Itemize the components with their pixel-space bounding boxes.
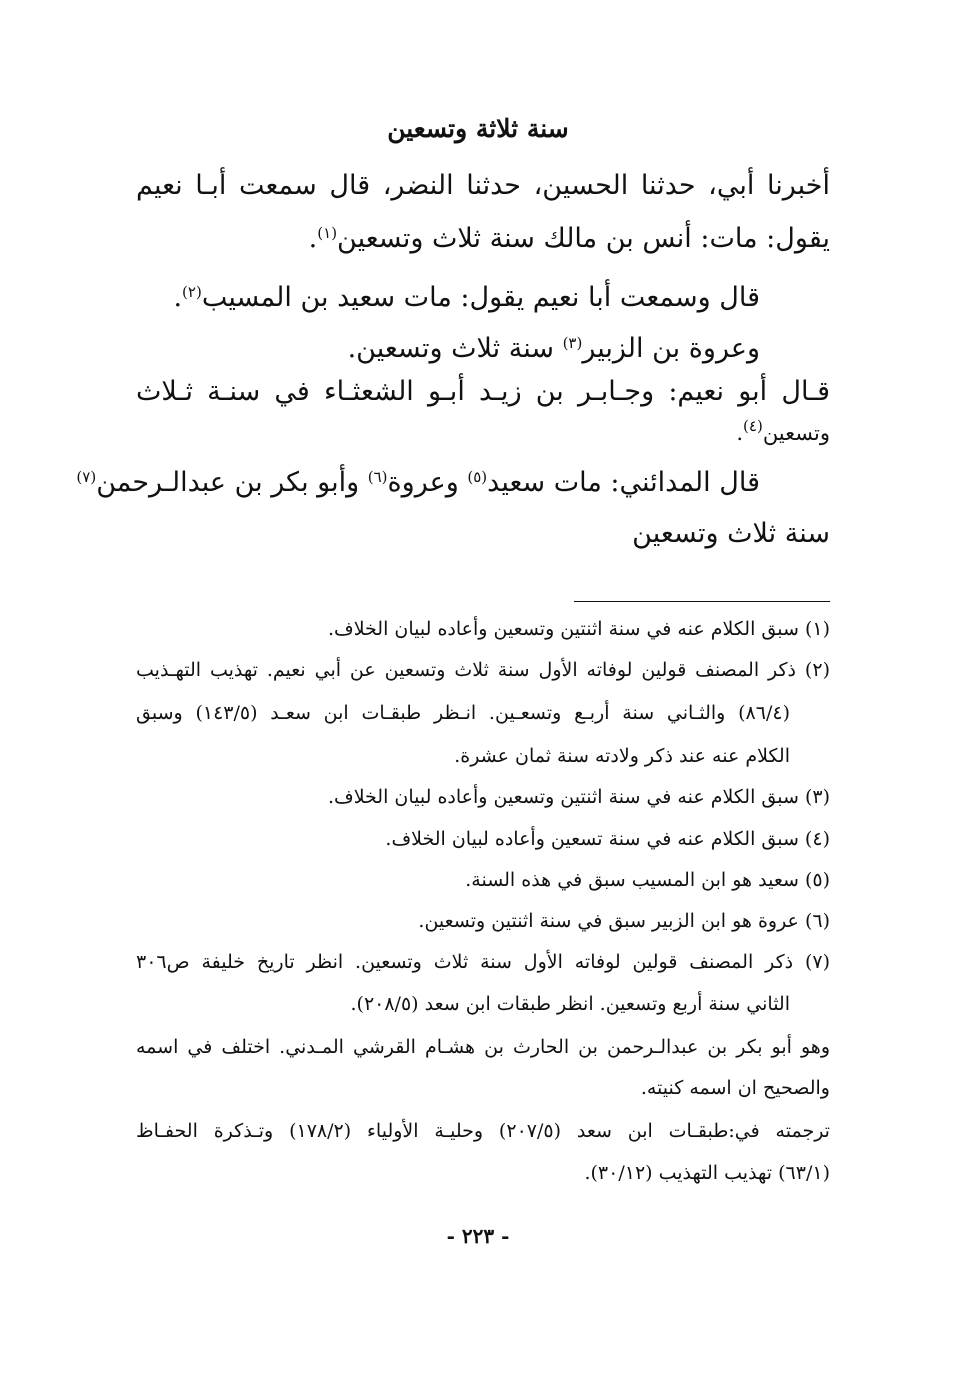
footnote-separator [574, 601, 830, 602]
body-line [309, 223, 830, 254]
footnote-ref: (٥) [467, 468, 488, 486]
footnote-ref: (٤) [743, 417, 763, 435]
body-text: قال وسمعت أبا نعيم يقول: مات سعيد بن المسيب [201, 282, 760, 313]
footnote-ref: (٦) [367, 468, 388, 486]
page-title: سنة ثلاثة وتسعين [387, 114, 569, 143]
footnote-2: (٢) ذكر المصنف قولين لوفاته الأول سنة ثلاث وتسعين عن أبي نعيم. تهذيب التهـذيب [136, 659, 830, 681]
footnote-1: (١) سبق الكلام عنه في سنة اثنتين وتسعين وأعاده لبيان الخلاف. [327, 618, 830, 640]
body-line [736, 417, 830, 445]
footnote-7-continuation: (٦٣/١) تهذيب التهذيب (٣٠/١٢). [584, 1162, 830, 1184]
footnote-ref: (١) [317, 224, 338, 242]
body-text: قال المدائني: مات سعيد [487, 467, 760, 498]
body-text: وعروة [387, 467, 468, 498]
footnote-5: (٥) سعيد هو ابن المسيب سبق في هذه السنة. [465, 869, 830, 891]
body-text: سنة ثلاث وتسعين. [347, 333, 563, 364]
body-line: أخبرنا أبي، حدثنا الحسين، حدثنا النضر، قال سمعت أبـا نعيم [136, 170, 830, 201]
body-line: قـال أبو نعيم: وجـابـر بن زيـد أبـو الشعثـاء في سنـة ثـلاث [136, 376, 830, 407]
footnote-3: (٣) سبق الكلام عنه في سنة اثنتين وتسعين وأعاده لبيان الخلاف. [327, 786, 830, 808]
footnote-ref: (٧) [76, 468, 97, 486]
body-text: يقول: مات: أنس بن مالك سنة ثلاث وتسعين [337, 223, 830, 254]
body-text: . [736, 421, 744, 445]
footnote-7-continuation: والصحيح ان اسمه كنيته. [640, 1077, 830, 1099]
footnote-2-continuation: (٨٦/٤) والثـاني سنة أربـع وتسعـين. انـظر طبقـات ابن سعـد (١٤٣/٥) وسبق [136, 702, 790, 724]
body-line [76, 467, 760, 498]
body-line: سنة ثلاث وتسعين [632, 518, 830, 549]
footnote-ref: (٢) [182, 283, 202, 301]
body-line [348, 333, 760, 364]
footnote-7-continuation: ترجمته في:طبقـات ابن سعد (٢٠٧/٥) وحليـة الأولياء (١٧٨/٢) وتـذكرة الحفـاظ [136, 1120, 830, 1142]
footnote-7-continuation: وهو أبو بكر بن عبدالـرحمن بن الحارث بن هشـام القرشي المـدني. اختلف في اسمه [136, 1036, 830, 1058]
body-text: . [308, 223, 318, 254]
footnote-4: (٤) سبق الكلام عنه في سنة تسعين وأعاده لبيان الخلاف. [385, 828, 830, 850]
body-text: . [173, 282, 183, 313]
footnote-7: (٧) ذكر المصنف قولين لوفاته الأول سنة ثلاث وتسعين. انظر تاريخ خليفة ص٣٠٦ [136, 951, 830, 973]
page-number: - ٢٢٣ - [446, 1224, 510, 1248]
footnote-ref: (٣) [562, 334, 583, 352]
body-text: وأبو بكر بن عبدالـرحمن [96, 467, 368, 498]
body-text: وتسعين [762, 421, 830, 445]
footnote-6: (٦) عروة هو ابن الزبير سبق في سنة اثنتين وتسعين. [418, 910, 830, 932]
footnote-7-continuation: الثاني سنة أربع وتسعين. انظر طبقات ابن سعد (٢٠٨/٥). [350, 993, 790, 1015]
body-line [173, 282, 760, 313]
footnote-2-continuation: الكلام عنه عند ذكر ولادته سنة ثمان عشرة. [454, 745, 790, 767]
body-text: وعروة بن الزبير [582, 333, 760, 364]
